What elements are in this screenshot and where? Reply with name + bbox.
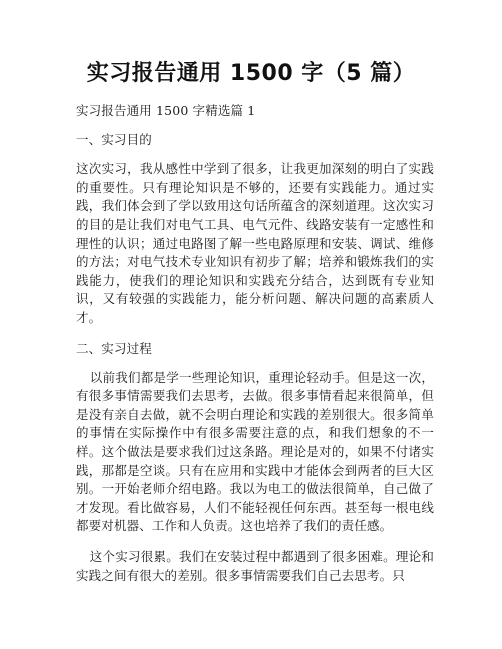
- paragraph-purpose: 这次实习，我从感性中学到了很多，让我更加深刻的明白了实践的重要性。只有理论知识是不够的，还要有实践能力。通过实践，我们体会到了学以致用这句话所蕴含的深刻道理。这次实习的目的是让我们对电气工具、电气元件、线路安装有一定感性和理性的认识；通过电路图了解一些电路原理和安装、调试、维修的方法；对电气技术专业知识有初步了解；培养和锻炼我们的实践能力，使我们的理论知识和实践充分结合，达到既有专业知识，又有较强的实践能力，能分析问题、解决问题的高素质人才。: [76, 161, 434, 325]
- document-body: [76, 102, 434, 597]
- paragraph-process-1: 以前我们都是学一些理论知识，重理论轻动手。但是这一次，有很多事情需要我们去思考，去做。很多事情看起来很简单，但是没有亲自去做，就不会明白理论和实践的差别很大。很多简单的事情在实际操作中有很多需要注意的点，和我们想象的不一样。这个做法是要求我们过这条路。理论是对的，如果不付诸实践，那都是空谈。只有在应用和实践中才能体会到两者的巨大区别。一开始老师介绍电路。我以为电工的做法很简单，自己做了才发现。看比做容易，人们不能轻视任何东西。甚至每一根电线都要对机器、工作和人负责。这也培养了我们的责任感。: [76, 369, 434, 534]
- document-title: 实习报告通用 1500 字（5 篇）: [86, 61, 416, 86]
- document-subtitle: 实习报告通用 1500 字精选篇 1: [76, 103, 256, 118]
- section-heading-process: 二、实习过程: [76, 340, 152, 356]
- paragraph-process-2: 这个实习很累。我们在安装过程中都遇到了很多困难。理论和实践之间有很大的差别。很多事情需要我们自己去思考。只: [76, 548, 434, 583]
- section-heading-purpose: 一、实习目的: [76, 132, 152, 148]
